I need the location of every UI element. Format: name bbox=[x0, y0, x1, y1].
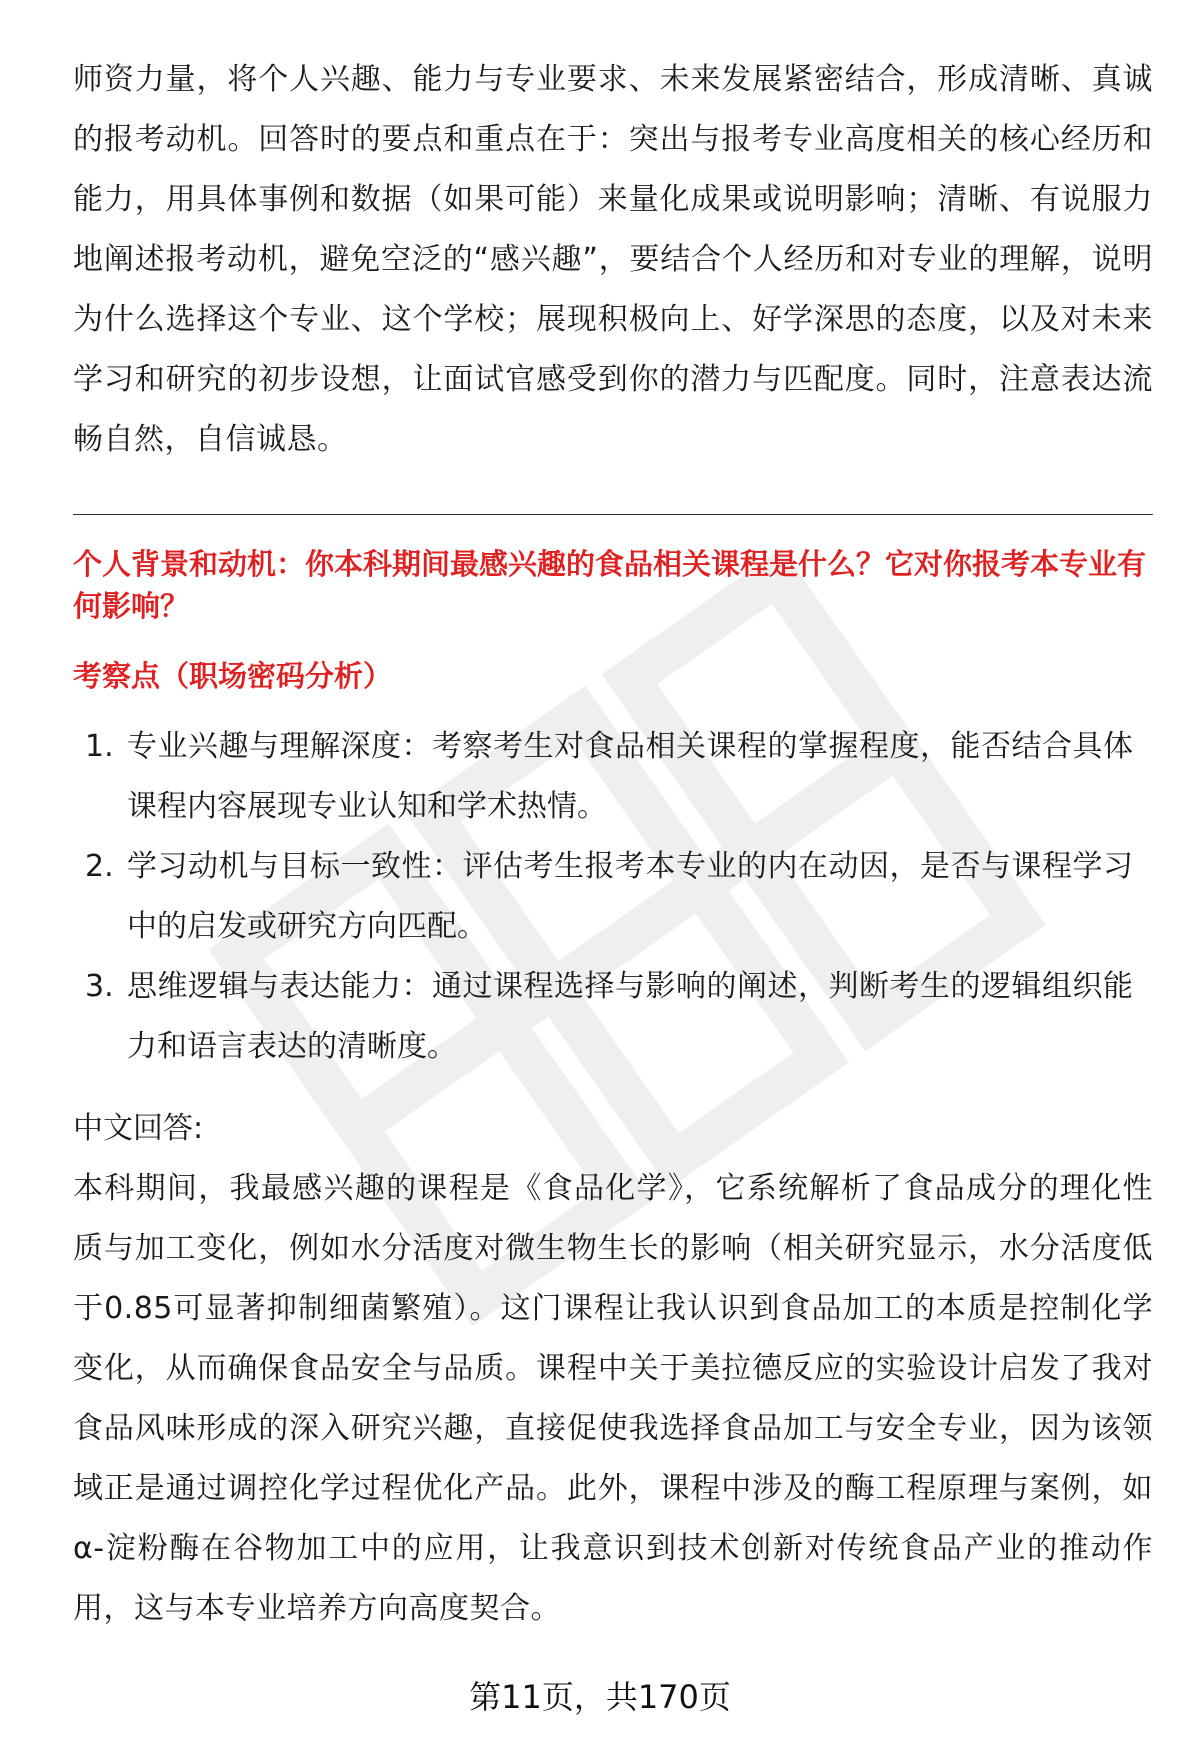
list-item-number: 3. bbox=[85, 969, 114, 1004]
list-item-text: 思维逻辑与表达能力：通过课程选择与影响的阐述，判断考生的逻辑组织能力和语言表达的清晰度。 bbox=[127, 969, 1133, 1064]
question-heading: 个人背景和动机：你本科期间最感兴趣的食品相关课程是什么？它对你报考本专业有何影响？ bbox=[73, 547, 1147, 623]
list-item-number: 1. bbox=[85, 729, 114, 764]
intro-paragraph: 师资力量，将个人兴趣、能力与专业要求、未来发展紧密结合，形成清晰、真诚的报考动机。回答时的要点和重点在于：突出与报考专业高度相关的核心经历和能力，用具体事例和数据（如果可能）来量化成果或说明影响；清晰、有说服力地阐述报考动机，避免空泛的“感兴趣”，要结合个人经历和对专业的理解，说明为什么选择这个专业、这个学校；展现积极向上、好学深思的态度，以及对未来学习和研究的初步设想，让面试官感受到你的潜力与匹配度。同时，注意表达流畅自然，自信诚恳。 bbox=[73, 62, 1153, 457]
list-item-text: 学习动机与目标一致性：评估考生报考本专业的内在动因，是否与课程学习中的启发或研究方向匹配。 bbox=[127, 849, 1133, 944]
section-divider bbox=[73, 514, 1153, 515]
evaluation-points-heading: 考察点（职场密码分析） bbox=[73, 659, 393, 693]
list-item-number: 2. bbox=[85, 849, 114, 884]
main-content bbox=[73, 50, 1153, 1639]
list-item-text: 专业兴趣与理解深度：考察考生对食品相关课程的掌握程度，能否结合具体课程内容展现专业认知和学术热情。 bbox=[127, 729, 1133, 824]
answer-paragraph: 本科期间，我最感兴趣的课程是《食品化学》，它系统解析了食品成分的理化性质与加工变化，例如水分活度对微生物生长的影响（相关研究显示，水分活度低于0.85可显著抑制细菌繁殖）。这门课程让我认识到食品加工的本质是控制化学变化，从而确保食品安全与品质。课程中关于美拉德反应的实验设计启发了我对食品风味形成的深入研究兴趣，直接促使我选择食品加工与安全专业，因为该领域正是通过调控化学过程优化产品。此外，课程中涉及的酶工程原理与案例，如α-淀粉酶在谷物加工中的应用，让我意识到技术创新对传统食品产业的推动作用，这与本专业培养方向高度契合。 bbox=[73, 1171, 1153, 1626]
page-footer: 第11页，共170页 bbox=[469, 1678, 731, 1716]
list-item bbox=[73, 717, 1153, 837]
list-item bbox=[73, 837, 1153, 957]
answer-label: 中文回答: bbox=[73, 1111, 204, 1146]
evaluation-points-list bbox=[73, 717, 1153, 1077]
list-item bbox=[73, 957, 1153, 1077]
